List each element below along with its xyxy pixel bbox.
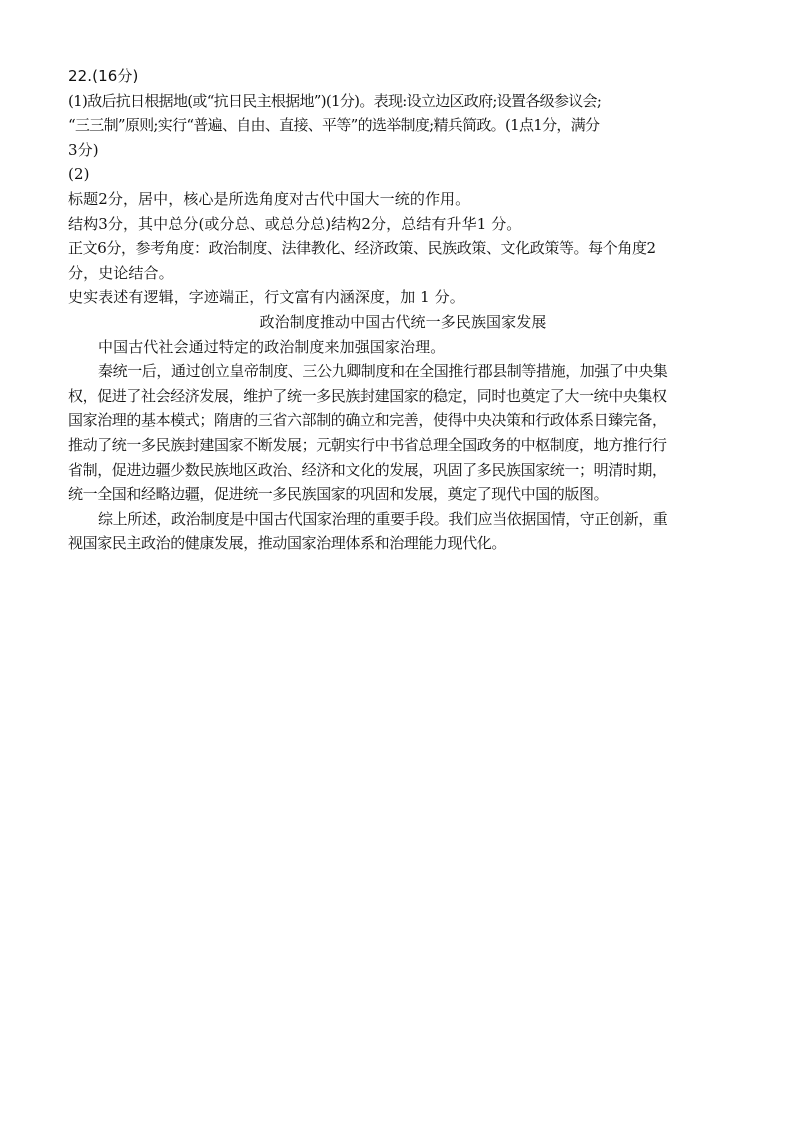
essay-line: 中国古代社会通过特定的政治制度来加强国家治理。 <box>98 337 446 356</box>
essay-line: 秦统一后，通过创立皇帝制度、三公九卿制度和在全国推行郡县制等措施，加强了中央集 <box>98 362 668 381</box>
answer-document <box>68 64 738 556</box>
essay-paragraph-body <box>68 359 738 507</box>
essay-line: 国家治理的基本模式；隋唐的三省六部制的确立和完善，使得中央决策和行政体系日臻完备， <box>68 411 667 430</box>
essay-line: 统一全国和经略边疆，促进统一多民族国家的巩固和发展，奠定了现代中国的版图。 <box>68 485 609 504</box>
criteria-line: 正文6分，参考角度：政治制度、法律教化、经济政策、民族政策、文化政策等。每个角度2 <box>68 239 656 258</box>
question-number: 22.(16分) <box>68 67 139 85</box>
essay-paragraph-intro <box>68 335 738 360</box>
part1-line: “三三制”原则;实行“普遍、自由、直接、平等”的选举制度;精兵简政。(1点1分，满分 <box>68 116 600 135</box>
part2-answer <box>68 162 738 556</box>
criteria-line: 分，史论结合。 <box>68 263 174 282</box>
criteria-line: 史实表述有逻辑，字迹端正，行文富有内涵深度，加 1 分。 <box>68 288 465 307</box>
essay-line: 推动了统一多民族封建国家不断发展；元朝实行中书省总理全国政务的中枢制度，地方推行行 <box>68 435 667 454</box>
essay-line: 权，促进了社会经济发展，维护了统一多民族封建国家的稳定，同时也奠定了大一统中央集权 <box>68 386 667 405</box>
essay-line: 视国家民主政治的健康发展，推动国家治理体系和治理能力现代化。 <box>68 534 507 553</box>
part1-answer <box>68 89 738 163</box>
part1-line: (1)敌后抗日根据地(或“抗日民主根据地”)(1分)。表现:设立边区政府;设置各级参议会; <box>68 91 602 110</box>
essay-paragraph-conclusion <box>68 507 738 556</box>
essay-line: 综上所述，政治制度是中国古代国家治理的重要手段。我们应当依据国情，守正创新，重 <box>98 509 668 528</box>
criteria-line: 标题2分，居中，核心是所选角度对古代中国大一统的作用。 <box>68 189 471 208</box>
essay-title: 政治制度推动中国古代统一多民族国家发展 <box>259 312 547 331</box>
essay-line: 省制，促进边疆少数民族地区政治、经济和文化的发展，巩固了多民族国家统一；明清时期， <box>68 460 667 479</box>
part1-line: 3分) <box>68 140 99 159</box>
scoring-criteria <box>68 187 738 310</box>
criteria-line: 结构3分，其中总分(或分总、或总分总)结构2分，总结有升华1 分。 <box>68 214 522 233</box>
part2-label: (2) <box>68 165 90 184</box>
sample-essay <box>68 310 738 556</box>
